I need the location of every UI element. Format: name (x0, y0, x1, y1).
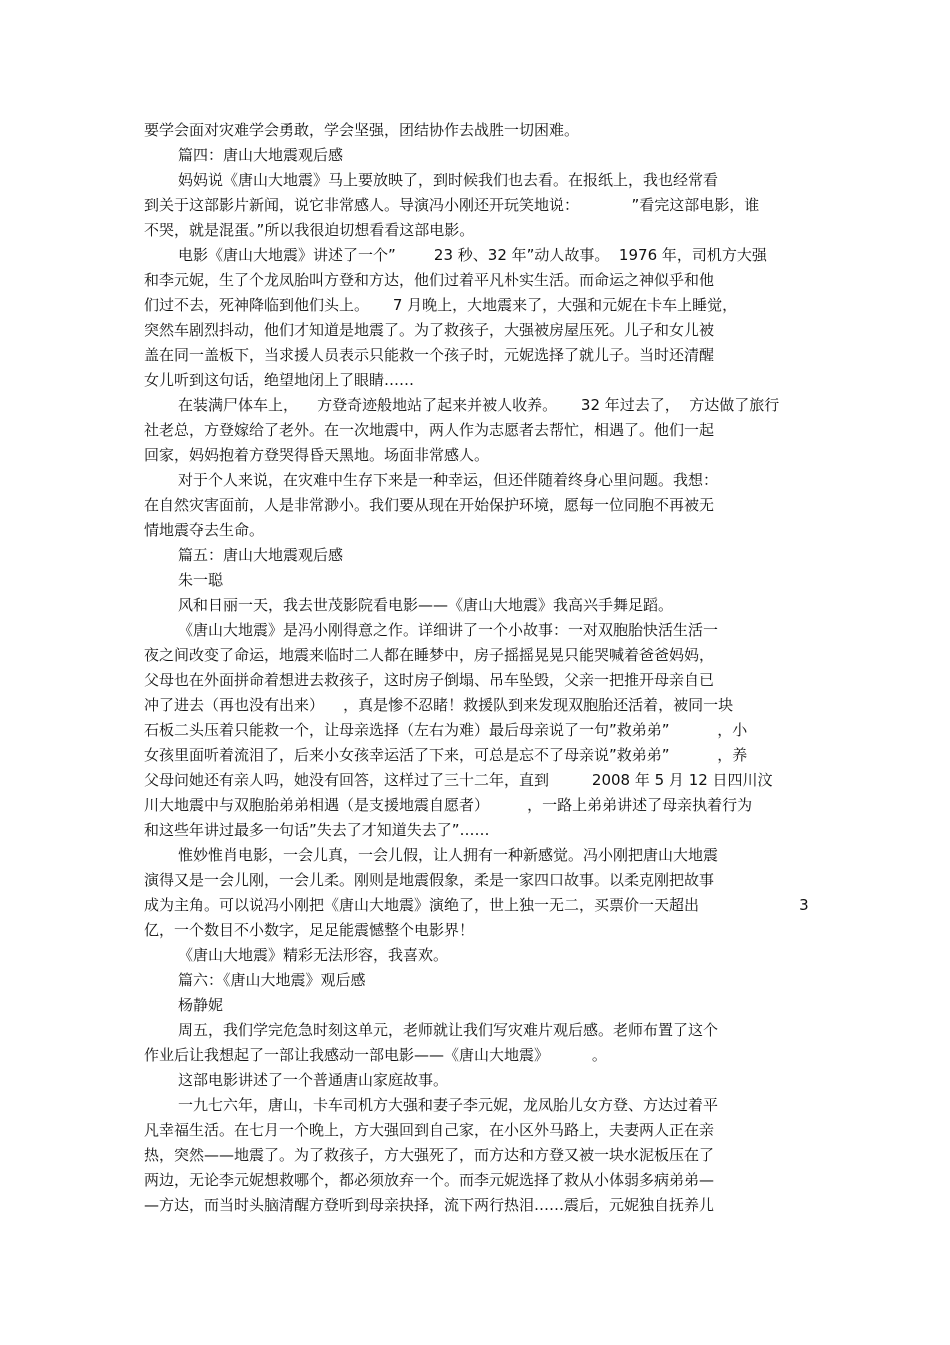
text-line: 石板二头压着只能救一个，让母亲选择（左右为难）最后母亲说了一句”救弟弟” ，小 (144, 721, 748, 739)
text-line: 们过不去，死神降临到他们头上。 7 月晚上，大地震来了，大强和元妮在卡车上睡觉， (144, 296, 738, 314)
section-heading: 篇四：唐山大地震观后感 (178, 146, 344, 164)
text-line: 川大地震中与双胞胎弟弟相遇（是支援地震自愿者） ，一路上弟弟讲述了母亲执着行为 (144, 796, 753, 814)
text-line: 《唐山大地震》精彩无法形容，我喜欢。 (178, 946, 449, 964)
section-heading: 篇六：《唐山大地震》观后感 (178, 971, 366, 989)
text-line: 盖在同一盖板下，当求援人员表示只能救一个孩子时，元妮选择了就儿子。当时还清醒 (144, 346, 715, 364)
text-line: 这部电影讲述了一个普通唐山家庭故事。 (178, 1071, 449, 1089)
author-name: 朱一聪 (178, 571, 224, 589)
section-heading: 篇五：唐山大地震观后感 (178, 546, 344, 564)
text-line: 夜之间改变了命运，地震来临时二人都在睡梦中，房子摇摇晃晃只能哭喊着爸爸妈妈， (144, 646, 715, 664)
text-line: 不哭，就是混蛋。”所以我很迫切想看看这部电影。 (144, 221, 475, 239)
text-line: 凡幸福生活。在七月一个晚上，方大强回到自己家，在小区外马路上，夫妻两人正在亲 (144, 1121, 715, 1139)
text-line: 父母也在外面拼命着想进去救孩子，这时房子倒塌、吊车坠毁，父亲一把推开母亲自已 (144, 671, 715, 689)
text-line: 电影《唐山大地震》讲述了一个” 23 秒、32 年”动人故事。 1976 年，司机方大强 (178, 246, 767, 264)
text-line: 情地震夺去生命。 (144, 521, 265, 539)
text-line: 风和日丽一天，我去世茂影院看电影——《唐山大地震》我高兴手舞足蹈。 (178, 596, 674, 614)
text-line: 和这些年讲过最多一句话”失去了才知道失去了”…… (144, 821, 490, 839)
text-line: 要学会面对灾难学会勇敢，学会坚强，团结协作去战胜一切困难。 (144, 121, 580, 139)
text-line: 在装满尸体车上， 方登奇迹般地站了起来并被人收养。 32 年过去了， 方达做了旅行 (178, 396, 780, 414)
text-line: 突然车剧烈抖动，他们才知道是地震了。为了救孩子，大强被房屋压死。儿子和女儿被 (144, 321, 715, 339)
text-line: 回家，妈妈抱着方登哭得昏天黑地。场面非常感人。 (144, 446, 490, 464)
text-line: 两边，无论李元妮想救哪个，都必须放弃一个。而李元妮选择了救从小体弱多病弟弟— (144, 1171, 715, 1189)
text-line: 对于个人来说，在灾难中生存下来是一种幸运，但还伴随着终身心里问题。我想： (178, 471, 719, 489)
text-line: 父母问她还有亲人吗，她没有回答，这样过了三十二年，直到 2008 年 5 月 12 日四川汶 (144, 771, 773, 789)
text-line: 亿，一个数目不小数字，足足能震憾整个电影界！ (144, 921, 475, 939)
text-line: 妈妈说《唐山大地震》马上要放映了，到时候我们也去看。在报纸上，我也经常看 (178, 171, 719, 189)
text-line: 成为主角。可以说冯小刚把《唐山大地震》演绝了，世上独一无二，买票价一天超出 3 (144, 896, 809, 914)
text-line: 作业后让我想起了一部让我感动一部电影——《唐山大地震》 。 (144, 1046, 607, 1064)
text-line: 女孩里面听着流泪了，后来小女孩幸运活了下来，可总是忘不了母亲说”救弟弟” ，养 (144, 746, 748, 764)
text-line: 周五，我们学完危急时刻这单元，老师就让我们写灾难片观后感。老师布置了这个 (178, 1021, 719, 1039)
text-line: 惟妙惟肖电影，一会儿真，一会儿假，让人拥有一种新感觉。冯小刚把唐山大地震 (178, 846, 719, 864)
text-line: 在自然灾害面前，人是非常渺小。我们要从现在开始保护环境，愿每一位同胞不再被无 (144, 496, 715, 514)
text-line: 一九七六年，唐山，卡车司机方大强和妻子李元妮，龙凤胎儿女方登、方达过着平 (178, 1096, 719, 1114)
text-line: 演得又是一会儿刚，一会儿柔。刚则是地震假象，柔是一家四口故事。以柔克刚把故事 (144, 871, 715, 889)
author-name: 杨静妮 (178, 996, 224, 1014)
text-line: 女儿听到这句话，绝望地闭上了眼睛…… (144, 371, 415, 389)
text-line: 和李元妮，生了个龙凤胎叫方登和方达，他们过着平凡朴实生活。而命运之神似乎和他 (144, 271, 715, 289)
text-line: —方达，而当时头脑清醒方登听到母亲抉择，流下两行热泪……震后，元妮独自抚养儿 (144, 1196, 715, 1214)
text-line: 冲了进去（再也没有出来） ，真是惨不忍睹！救援队到来发现双胞胎还活着，被同一块 (144, 696, 734, 714)
text-line: 到关于这部影片新闻，说它非常感人。导演冯小刚还开玩笑地说： ”看完这部电影，谁 (144, 196, 760, 214)
text-line: 热，突然——地震了。为了救孩子，方大强死了，而方达和方登又被一块水泥板压在了 (144, 1146, 715, 1164)
text-line: 社老总，方登嫁给了老外。在一次地震中，两人作为志愿者去帮忙，相遇了。他们一起 (144, 421, 715, 439)
text-line: 《唐山大地震》是冯小刚得意之作。详细讲了一个小故事：一对双胞胎快活生活一 (178, 621, 719, 639)
